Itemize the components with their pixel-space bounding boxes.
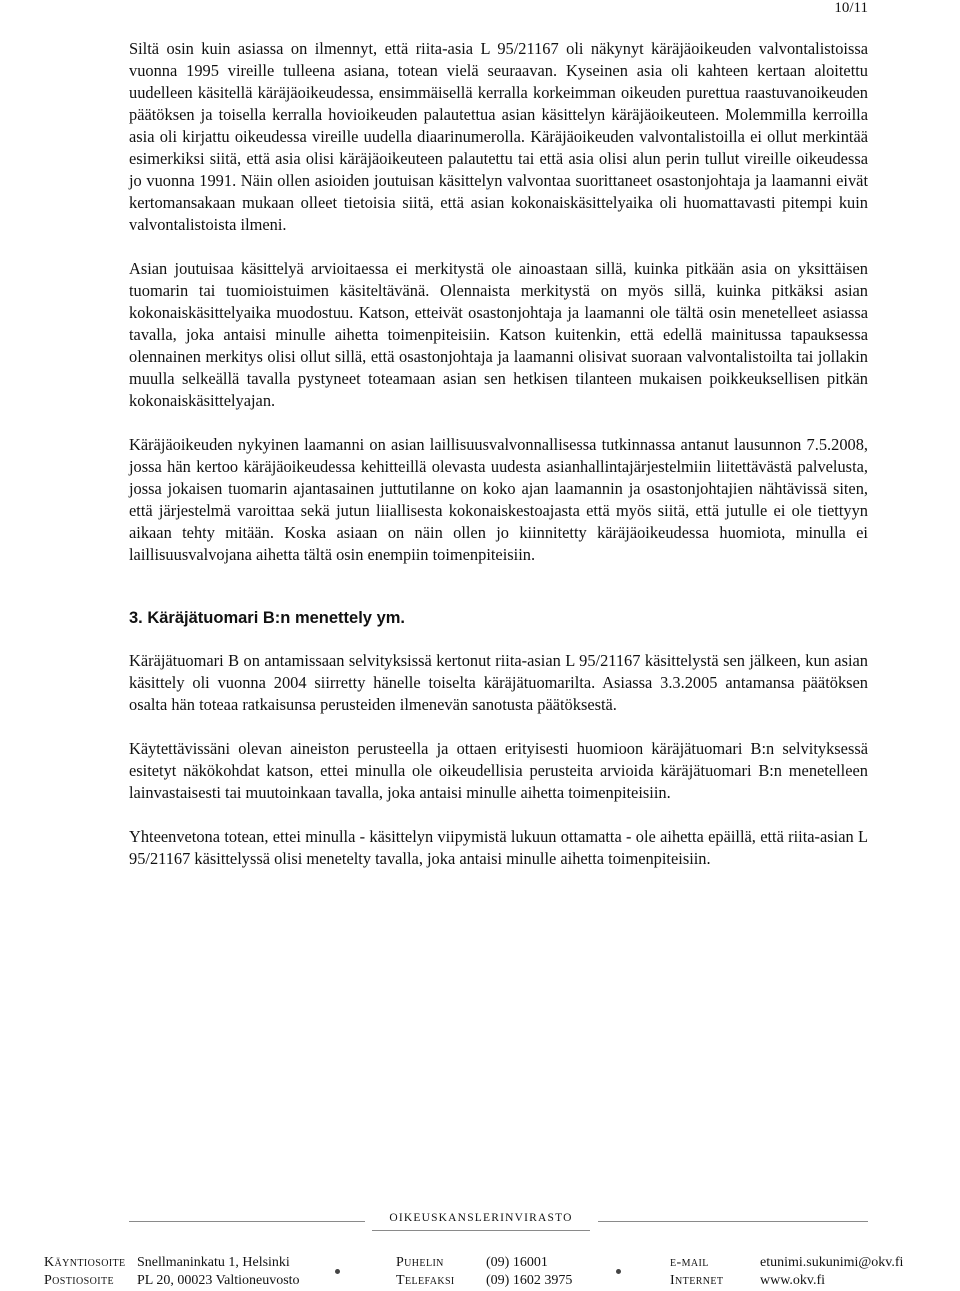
paragraph-3: Käräjäoikeuden nykyinen laamanni on asian laillisuusvalvonnallisessa tutkinnassa antanut lausunnon 7.5.2008, jossa hän kertoo käräjäoikeudessa kehitteillä olevasta uudesta asianhallintajärjestelmiin liitettävästä palvelusta, jossa jokaisen tuomarin ajantasainen juttutilanne on koko ajan laamannin ja osastonjohtajien nähtävissä siten, että järjestelmä varoittaa sekä jutun liiallisesta kokonaiskestoajasta että myös siitä, että jutulle ei ole tiettyyn aikaan tehty mitään. Koska asiaan on näin ollen jo kiinnitetty käräjäoikeudessa huomiota, minulla ei laillisuusvalvojana aihetta tältä osin enempiin toimenpiteisiin. (129, 435, 868, 564)
separator-dot-icon (335, 1269, 340, 1274)
phone-label: Puhelin (396, 1255, 444, 1270)
footer-address-labels (44, 1254, 126, 1290)
visiting-address-label: Käyntiosoite (44, 1255, 126, 1270)
page-number: 10/11 (834, 0, 868, 16)
footer-phone-values (486, 1254, 572, 1290)
fax-label: Telefaksi (396, 1273, 455, 1288)
footer-web-labels (670, 1254, 723, 1290)
section-heading: 3. Käräjätuomari B:n menettely ym. (129, 609, 406, 627)
visiting-address: Snellmaninkatu 1, Helsinki (137, 1255, 290, 1270)
footer-address-values (137, 1254, 300, 1290)
footer-organization: OIKEUSKANSLERINVIRASTO (389, 1212, 573, 1224)
postal-address: PL 20, 00023 Valtioneuvosto (137, 1273, 300, 1288)
section-paragraph-2: Käytettävissäni olevan aineiston perusteella ja ottaen erityisesti huomioon käräjätuomari B:n selvityksessä esitetyt näkökohdat katson, ettei minulla ole oikeudellisia perusteita arvioida käräjätuomari B:n menetelleen lainvastaisesti tai muutoinkaan tavalla, joka antaisi minulle aihetta toimenpiteisiin. (129, 739, 868, 802)
footer-phone-labels (396, 1254, 455, 1290)
footer-organization-underline (372, 1230, 590, 1231)
section-paragraph-1: Käräjätuomari B on antamissaan selvityksissä kertonut riita-asian L 95/21167 käsittelystä sen jälkeen, kun asian käsittely oli vuonna 2004 siirretty hänelle toiselta käräjätuomarilta. Asiassa 3.3.2005 antamansa päätöksen osalta hän toteaa ratkaisunsa perusteiden ilmenevän sanotusta päätöksestä. (129, 651, 868, 714)
footer-web-values (760, 1254, 903, 1290)
fax-number: (09) 1602 3975 (486, 1273, 573, 1288)
footer-divider-right (598, 1221, 868, 1222)
internet-label: Internet (670, 1273, 724, 1288)
document-body (129, 38, 868, 892)
email-label: e-mail (670, 1255, 709, 1270)
phone-number: (09) 16001 (486, 1255, 548, 1270)
postal-address-label: Postiosoite (44, 1273, 114, 1288)
footer-divider-left (129, 1221, 365, 1222)
paragraph-2: Asian joutuisaa käsittelyä arvioitaessa ei merkitystä ole ainoastaan sillä, kuinka pitkään asia on yksittäisen tuomarin tai tuomioistuimen käsiteltävänä. Olennaista merkitystä on myös sillä, kuinka pitkäksi asian kokonaiskäsittelyaika muodostuu. Katson, etteivät osastonjohtaja ja laamanni ole tältä osin menetelleet asiassa tavalla, joka antaisi minulle aihetta toimenpiteisiin. Katson kuitenkin, että edellä mainitussa tapauksessa olennainen merkitys olisi ollut sillä, että osastonjohtaja ja laamanni olisivat suoraan valvontalistoilta tai jollakin muulla selkeällä tavalla pystyneet toteamaan asian sen hetkisen tilanteen mukaisen poikkeuksellisen pitkän kokonaiskäsittelyajan. (129, 259, 868, 410)
footer-contact-info (44, 1254, 914, 1290)
section-paragraph-3: Yhteenvetona totean, ettei minulla - käsittelyn viipymistä lukuun ottamatta - ole aihetta epäillä, että riita-asian L 95/21167 käsittelyssä olisi menetelty tavalla, joka antaisi minulle aihetta toimenpiteisiin. (129, 827, 868, 868)
separator-dot-icon (616, 1269, 621, 1274)
email-address: etunimi.sukunimi@okv.fi (760, 1255, 904, 1270)
website-address: www.okv.fi (760, 1273, 826, 1288)
paragraph-1: Siltä osin kuin asiassa on ilmennyt, että riita-asia L 95/21167 oli näkynyt käräjäoikeuden valvontalistoissa vuonna 1995 vireille tulleena asiana, totean vielä seuraavan. Kyseinen asia oli kahteen kertaan aloitettu uudelleen käsitellä käräjäoikeudessa, ensimmäisellä kerralla korkeimman oikeuden purettua raastuvanoikeuden päätöksen ja toisella kerralla hovioikeuden palautettua asian käsittelyn käräjäoikeuteen. Molemmilla kerroilla asia oli kirjattu oikeudessa vireille uudella diaarinumerolla. Käräjäoikeuden valvontalistoilla ei ollut merkintää esimerkiksi siitä, että asia olisi käräjäoikeuteen palautettu tai että asia olisi alun perin tullut vireille oikeudessa jo vuonna 1991. Näin ollen asioiden joutuisan käsittelyn valvontaa suorittaneet osastonjohtaja ja laamanni eivät kertomansakaan mukaan olleet tietoisia siitä, että asian kokonaiskäsittelyaika oli huomattavasti pitempi kuin valvontalistoista ilmeni. (129, 39, 868, 234)
